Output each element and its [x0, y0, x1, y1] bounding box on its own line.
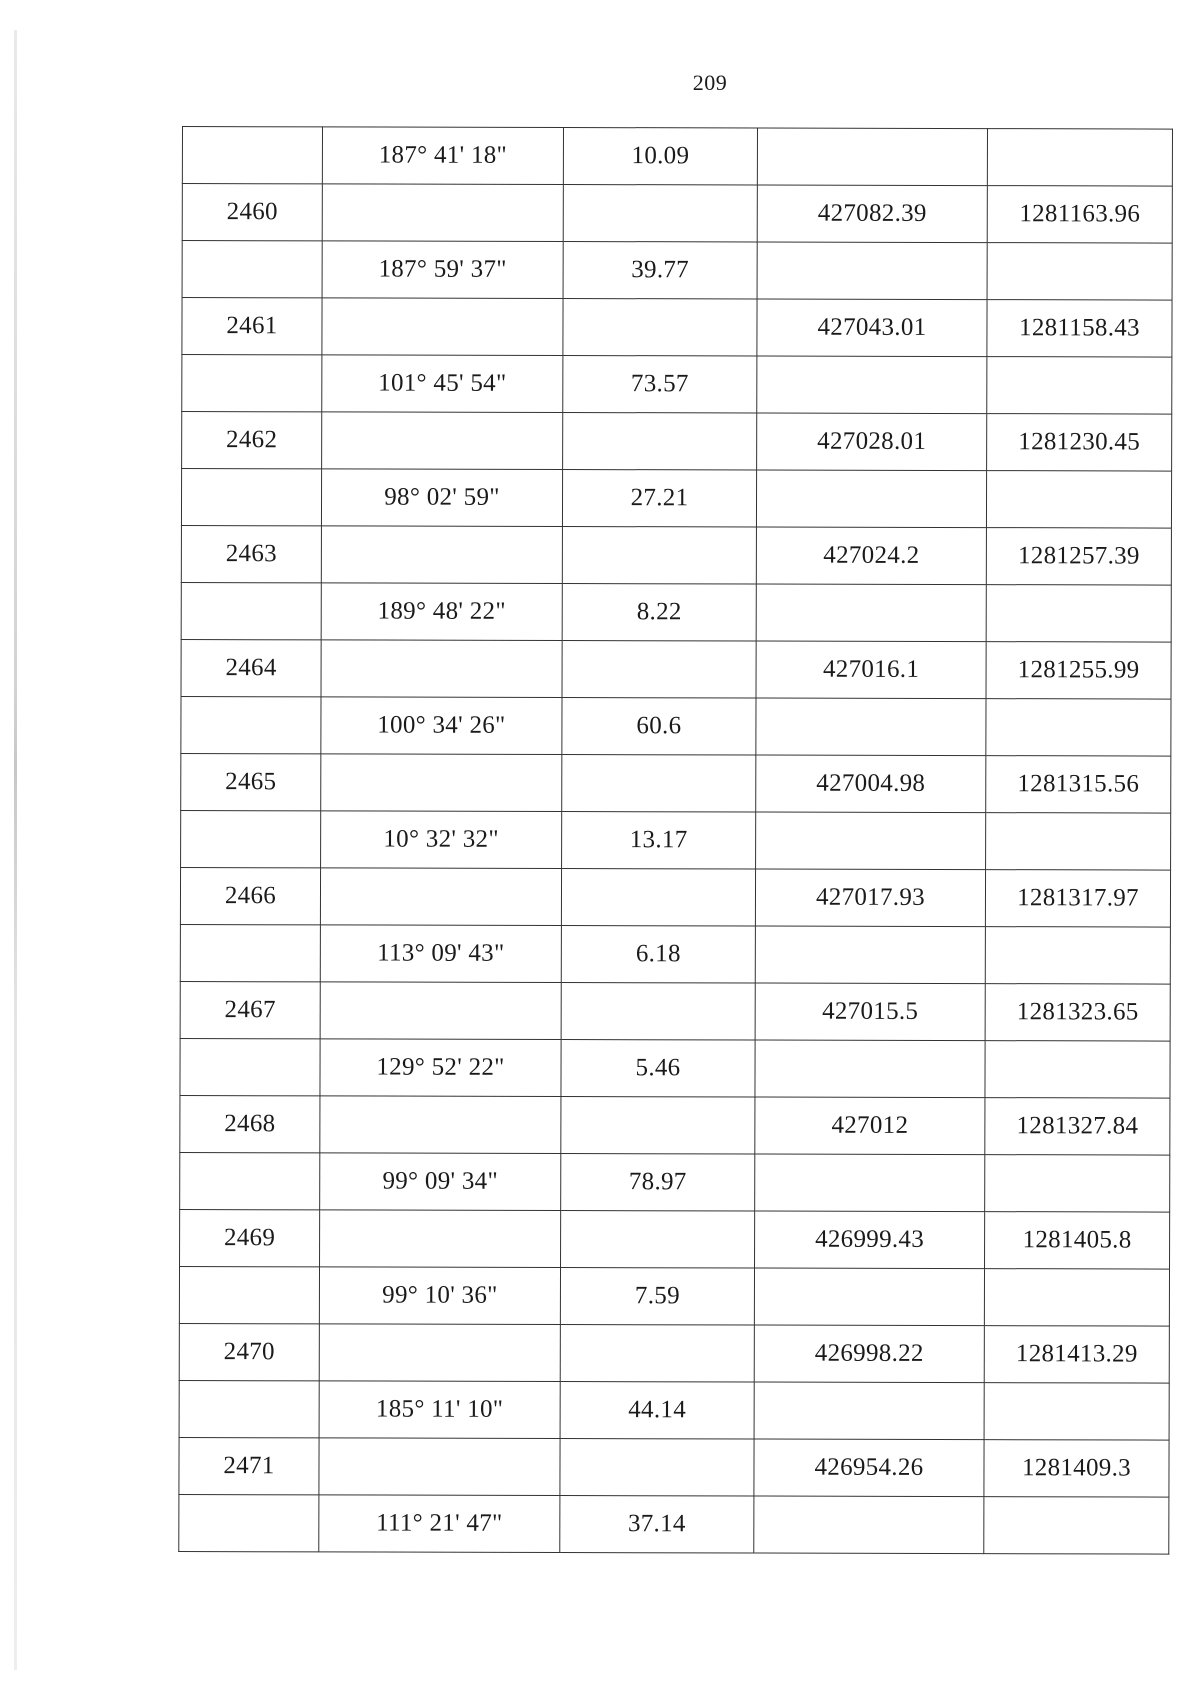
point-cell — [182, 241, 322, 298]
angle-cell — [321, 640, 562, 698]
point-cell — [179, 1266, 319, 1323]
angle-cell: 10° 32' 32" — [321, 811, 562, 869]
y-coordinate-cell — [987, 243, 1172, 300]
distance-cell: 5.46 — [561, 1039, 755, 1097]
distance-cell — [561, 1210, 755, 1268]
table-row — [180, 1095, 1170, 1155]
point-cell: 2469 — [180, 1209, 320, 1266]
table-row — [180, 1209, 1170, 1269]
angle-cell: 113° 09' 43" — [320, 925, 561, 983]
angle-cell: 99° 09' 34" — [320, 1153, 561, 1211]
x-coordinate-cell: 426998.22 — [754, 1325, 984, 1383]
table-row — [179, 1323, 1169, 1383]
table-row — [181, 696, 1171, 756]
distance-cell: 60.6 — [562, 697, 756, 755]
y-coordinate-cell — [985, 927, 1170, 984]
angle-cell — [319, 1324, 560, 1382]
x-coordinate-cell — [756, 584, 986, 642]
distance-cell: 10.09 — [563, 127, 757, 185]
x-coordinate-cell: 427024.2 — [756, 527, 986, 585]
distance-cell: 73.57 — [563, 355, 757, 413]
angle-cell: 185° 11' 10" — [319, 1381, 560, 1439]
table-row — [180, 924, 1170, 984]
point-cell: 2460 — [182, 184, 322, 241]
x-coordinate-cell — [755, 926, 985, 984]
x-coordinate-cell: 426999.43 — [755, 1211, 985, 1269]
y-coordinate-cell — [984, 1383, 1169, 1440]
angle-cell — [320, 982, 561, 1040]
point-cell — [182, 127, 322, 184]
table-row — [182, 241, 1172, 301]
distance-cell: 39.77 — [563, 241, 757, 299]
angle-cell: 187° 41' 18" — [322, 127, 563, 185]
angle-cell — [322, 298, 563, 356]
x-coordinate-cell — [756, 812, 986, 870]
y-coordinate-cell: 1281163.96 — [987, 186, 1172, 243]
point-cell — [181, 582, 321, 639]
table-row — [182, 127, 1172, 187]
scan-edge — [14, 30, 17, 1670]
angle-cell — [319, 1438, 560, 1496]
x-coordinate-cell — [755, 1040, 985, 1098]
table-row — [179, 1437, 1169, 1497]
x-coordinate-cell: 427012 — [755, 1097, 985, 1155]
y-coordinate-cell: 1281327.84 — [985, 1098, 1170, 1155]
table-row — [181, 582, 1171, 642]
x-coordinate-cell — [754, 1382, 984, 1440]
angle-cell: 101° 45' 54" — [322, 355, 563, 413]
x-coordinate-cell — [757, 128, 987, 186]
x-coordinate-cell: 427004.98 — [756, 755, 986, 813]
x-coordinate-cell: 427015.5 — [755, 983, 985, 1041]
distance-cell: 8.22 — [562, 583, 756, 641]
coordinates-table — [178, 126, 1173, 1555]
x-coordinate-cell — [754, 1496, 984, 1554]
angle-cell: 98° 02' 59" — [321, 469, 562, 527]
y-coordinate-cell — [987, 129, 1172, 186]
point-cell — [180, 924, 320, 981]
x-coordinate-cell: 427082.39 — [757, 185, 987, 243]
table-row — [182, 355, 1172, 415]
angle-cell: 129° 52' 22" — [320, 1039, 561, 1097]
angle-cell — [322, 412, 563, 470]
distance-cell — [562, 640, 756, 698]
x-coordinate-cell: 426954.26 — [754, 1439, 984, 1497]
angle-cell: 100° 34' 26" — [321, 697, 562, 755]
x-coordinate-cell — [757, 356, 987, 414]
angle-cell — [321, 526, 562, 584]
y-coordinate-cell: 1281230.45 — [987, 414, 1172, 471]
point-cell — [179, 1380, 319, 1437]
x-coordinate-cell — [757, 242, 987, 300]
point-cell: 2468 — [180, 1095, 320, 1152]
distance-cell — [562, 526, 756, 584]
x-coordinate-cell: 427043.01 — [757, 299, 987, 357]
table-row — [180, 1152, 1170, 1212]
distance-cell: 37.14 — [560, 1495, 754, 1553]
angle-cell — [321, 754, 562, 812]
point-cell: 2467 — [180, 981, 320, 1038]
distance-cell — [561, 868, 755, 926]
point-cell: 2470 — [179, 1323, 319, 1380]
y-coordinate-cell: 1281413.29 — [984, 1326, 1169, 1383]
y-coordinate-cell: 1281323.65 — [985, 984, 1170, 1041]
table-row — [181, 639, 1171, 699]
x-coordinate-cell — [756, 470, 986, 528]
y-coordinate-cell — [985, 1155, 1170, 1212]
point-cell — [182, 355, 322, 412]
table-row — [180, 981, 1170, 1041]
angle-cell: 99° 10' 36" — [319, 1267, 560, 1325]
table-row — [182, 412, 1172, 472]
y-coordinate-cell: 1281257.39 — [986, 528, 1171, 585]
distance-cell: 78.97 — [561, 1153, 755, 1211]
point-cell — [181, 469, 321, 526]
y-coordinate-cell: 1281409.3 — [984, 1440, 1169, 1497]
table-row — [181, 469, 1171, 529]
angle-cell — [322, 184, 563, 242]
x-coordinate-cell: 427017.93 — [755, 869, 985, 927]
y-coordinate-cell — [985, 1041, 1170, 1098]
distance-cell — [563, 298, 757, 356]
table-row — [180, 1038, 1170, 1098]
angle-cell: 111° 21' 47" — [319, 1495, 560, 1553]
x-coordinate-cell: 427016.1 — [756, 641, 986, 699]
point-cell — [181, 696, 321, 753]
table-row — [181, 810, 1171, 870]
angle-cell: 187° 59' 37" — [322, 241, 563, 299]
y-coordinate-cell — [986, 471, 1171, 528]
y-coordinate-cell — [984, 1497, 1169, 1554]
table-row — [181, 525, 1171, 585]
y-coordinate-cell — [987, 357, 1172, 414]
distance-cell — [561, 1096, 755, 1154]
table-row — [179, 1380, 1169, 1440]
angle-cell — [320, 868, 561, 926]
x-coordinate-cell — [755, 1154, 985, 1212]
y-coordinate-cell: 1281158.43 — [987, 300, 1172, 357]
y-coordinate-cell: 1281255.99 — [986, 642, 1171, 699]
distance-cell: 44.14 — [560, 1381, 754, 1439]
point-cell: 2466 — [180, 867, 320, 924]
x-coordinate-cell — [754, 1268, 984, 1326]
distance-cell: 13.17 — [562, 811, 756, 869]
distance-cell — [562, 754, 756, 812]
point-cell — [179, 1494, 319, 1551]
table-row — [182, 184, 1172, 244]
point-cell: 2463 — [181, 525, 321, 582]
point-cell — [180, 1038, 320, 1095]
table-row — [179, 1266, 1169, 1326]
y-coordinate-cell: 1281317.97 — [985, 870, 1170, 927]
distance-cell — [563, 412, 757, 470]
y-coordinate-cell — [986, 585, 1171, 642]
distance-cell — [563, 184, 757, 242]
y-coordinate-cell: 1281405.8 — [985, 1212, 1170, 1269]
distance-cell — [560, 1324, 754, 1382]
y-coordinate-cell — [986, 813, 1171, 870]
point-cell — [180, 1152, 320, 1209]
angle-cell: 189° 48' 22" — [321, 583, 562, 641]
distance-cell: 6.18 — [561, 925, 755, 983]
point-cell: 2471 — [179, 1437, 319, 1494]
distance-cell — [561, 982, 755, 1040]
x-coordinate-cell — [756, 698, 986, 756]
y-coordinate-cell — [986, 699, 1171, 756]
table-row — [180, 867, 1170, 927]
angle-cell — [320, 1096, 561, 1154]
y-coordinate-cell: 1281315.56 — [986, 756, 1171, 813]
table-row — [182, 298, 1172, 358]
point-cell: 2465 — [181, 753, 321, 810]
table-row — [181, 753, 1171, 813]
page-number: 209 — [692, 70, 728, 95]
distance-cell: 7.59 — [560, 1267, 754, 1325]
table-body — [179, 127, 1173, 1555]
point-cell: 2464 — [181, 639, 321, 696]
y-coordinate-cell — [984, 1269, 1169, 1326]
table-row — [179, 1494, 1169, 1554]
point-cell: 2462 — [182, 412, 322, 469]
point-cell: 2461 — [182, 298, 322, 355]
point-cell — [181, 810, 321, 867]
angle-cell — [320, 1210, 561, 1268]
x-coordinate-cell: 427028.01 — [757, 413, 987, 471]
distance-cell — [560, 1438, 754, 1496]
distance-cell: 27.21 — [562, 469, 756, 527]
